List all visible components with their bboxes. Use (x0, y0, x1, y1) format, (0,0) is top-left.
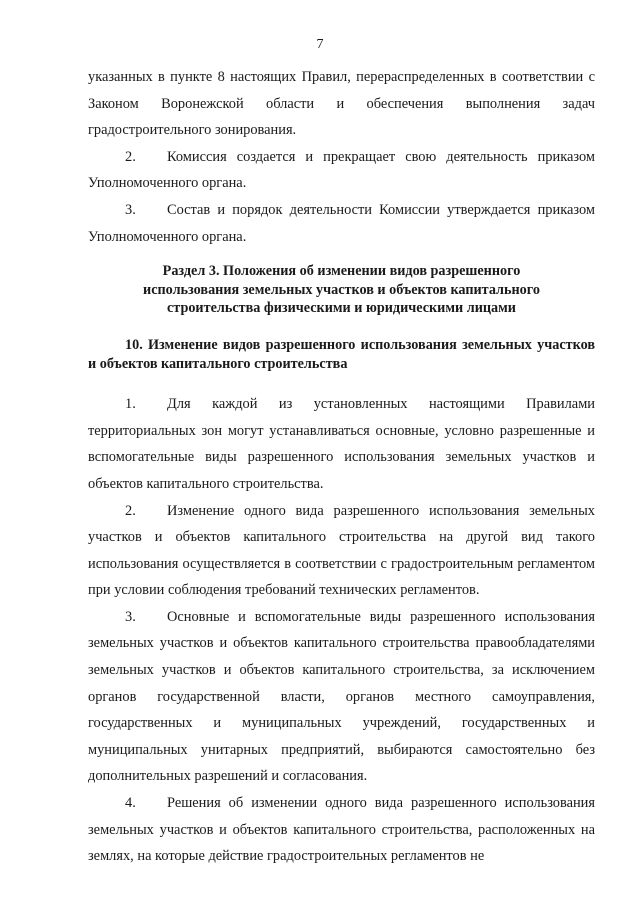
article-item-4 (88, 790, 595, 870)
item-number: 3. (125, 201, 136, 218)
continuation-paragraph: указанных в пункте 8 настоящих Правил, перераспределенных в соответствии с Законом Воронежской области и обеспечения выполнения задач градостроительного зонирования. (88, 69, 595, 139)
article-heading: 10. Изменение видов разрешенного использования земельных участков и объектов капитального строительства (88, 336, 595, 372)
item-number: 3. (125, 608, 136, 625)
section-heading (88, 262, 595, 318)
page-content (88, 64, 595, 870)
item-number: 2. (125, 148, 136, 165)
item-text: Решения об изменении одного вида разрешенного использования земельных участков и объектов капитального строительства, расположенных на землях, на которые действие градостроительных регламентов не (88, 795, 595, 865)
article-item-2 (88, 498, 595, 604)
item-number: 2. (125, 502, 136, 519)
item-text: Для каждой из установленных настоящими Правилами территориальных зон могут устанавливаться основные, условно разрешенные и вспомогательные виды разрешенного использования земельных участков и объектов капитального строительства. (88, 396, 595, 492)
item-number: 1. (125, 396, 136, 413)
section-heading-line: строительства физическими и юридическими лицами (167, 300, 516, 317)
intro-item-3 (88, 197, 595, 250)
item-number: 4. (125, 795, 136, 812)
item-text: Основные и вспомогательные виды разрешенного использования земельных участков и объектов капитального строительства правообладателями земельных участков и объектов капитального строительства, за исключением органов государственной власти, органов местного самоуправления, государственных и муниципальных учреждений, государственных и муниципальных унитарных предприятий, выбираются самостоятельно без дополнительных разрешений и согласования. (88, 608, 595, 785)
item-text: Изменение одного вида разрешенного использования земельных участков и объектов капитального строительства на другой вид такого использования осуществляется в соответствии с градостроительным регламентом при условии соблюдения требований технических регламентов. (88, 502, 595, 599)
article-item-1 (88, 391, 595, 497)
item-text: Состав и порядок деятельности Комиссии утверждается приказом Уполномоченного органа. (88, 201, 595, 245)
page-number: 7 (316, 37, 324, 52)
section-heading-line: Раздел 3. Положения об изменении видов разрешенного (162, 263, 521, 280)
item-text: Комиссия создается и прекращает свою деятельность приказом Уполномоченного органа. (88, 148, 595, 192)
article-item-3 (88, 604, 595, 790)
section-heading-line: использования земельных участков и объектов капитального (143, 281, 540, 298)
intro-item-2 (88, 144, 595, 197)
